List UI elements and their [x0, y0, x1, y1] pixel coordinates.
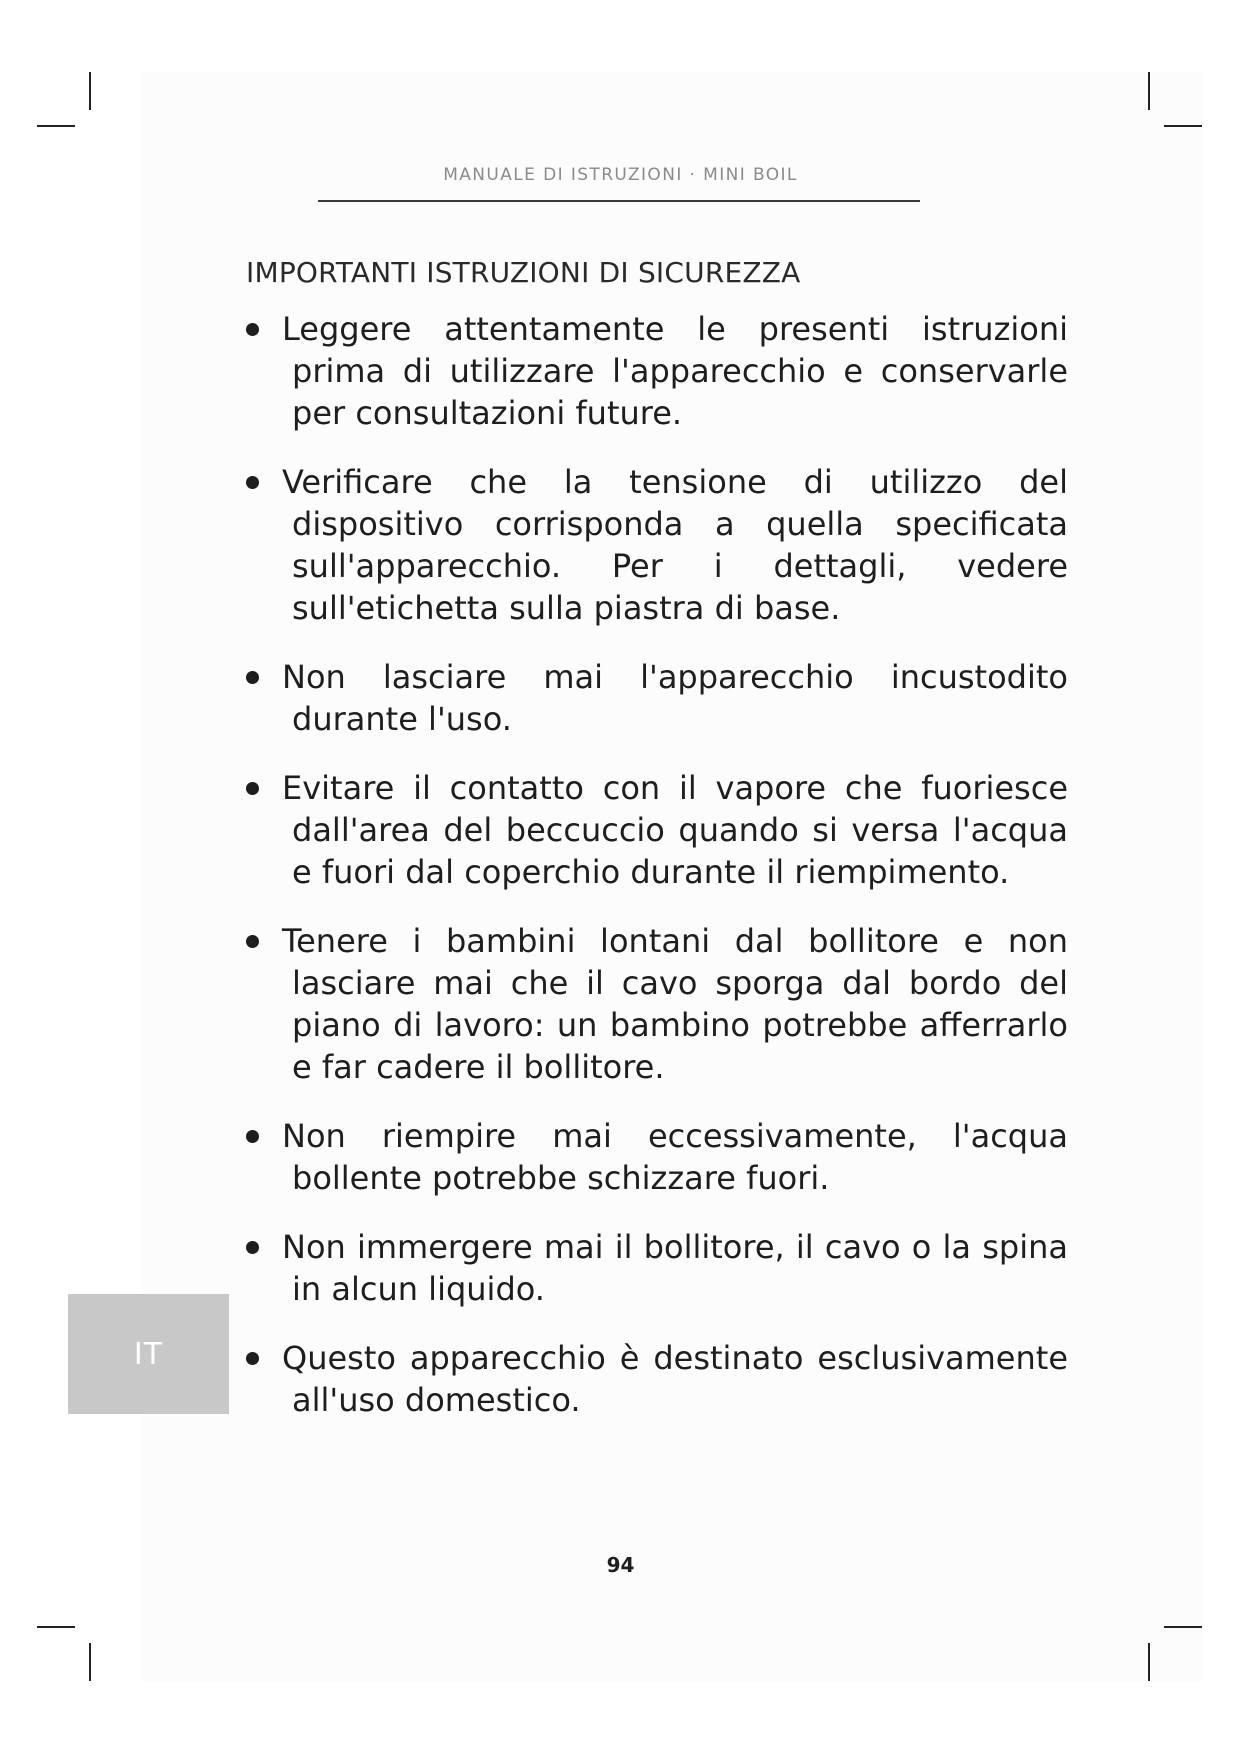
bullet-icon [246, 935, 259, 948]
crop-mark-top-left-horizontal [37, 125, 75, 127]
list-item-text: Questo apparecchio è destinato esclusivamente all'uso domestico. [282, 1339, 1068, 1419]
language-tab-label: IT [133, 1336, 164, 1372]
section-title: IMPORTANTI ISTRUZIONI DI SICUREZZA [246, 256, 801, 289]
bullet-icon [246, 476, 259, 489]
bullet-icon [246, 782, 259, 795]
list-item [246, 920, 1068, 1088]
bullet-icon [246, 1352, 259, 1365]
bullet-icon [246, 1241, 259, 1254]
list-item [246, 1337, 1068, 1421]
list-item [246, 767, 1068, 893]
list-item [246, 1115, 1068, 1199]
header-rule [318, 200, 920, 202]
crop-mark-top-right-vertical [1148, 72, 1150, 110]
bullet-icon [246, 1130, 259, 1143]
bullet-icon [246, 323, 259, 336]
list-item-text: Leggere attentamente le presenti istruzioni prima di utilizzare l'apparecchio e conservarle per consultazioni future. [282, 310, 1068, 432]
page-number: 94 [606, 1553, 635, 1577]
bullet-icon [246, 671, 259, 684]
running-header: MANUALE DI ISTRUZIONI · MINI BOIL [443, 165, 798, 185]
list-item [246, 656, 1068, 740]
list-item-text: Verificare che la tensione di utilizzo del dispositivo corrisponda a quella specificata sull'apparecchio. Per i dettagli, vedere sull'etichetta sulla piastra di base. [282, 463, 1068, 627]
list-item-text: Non riempire mai eccessivamente, l'acqua bollente potrebbe schizzare fuori. [282, 1117, 1068, 1197]
list-item-text: Non lasciare mai l'apparecchio incustodito durante l'uso. [282, 658, 1068, 738]
list-item-text: Evitare il contatto con il vapore che fuoriesce dall'area del beccuccio quando si versa l'acqua e fuori dal coperchio durante il riempimento. [282, 769, 1068, 891]
crop-mark-bottom-right-horizontal [1164, 1626, 1202, 1628]
list-item-text: Non immergere mai il bollitore, il cavo o la spina in alcun liquido. [282, 1228, 1068, 1308]
crop-mark-bottom-right-vertical [1148, 1643, 1150, 1681]
list-item [246, 308, 1068, 434]
crop-mark-bottom-left-horizontal [37, 1626, 75, 1628]
crop-mark-top-left-vertical [89, 72, 91, 110]
language-tab [68, 1294, 229, 1414]
list-item [246, 461, 1068, 629]
list-item-text: Tenere i bambini lontani dal bollitore e non lasciare mai che il cavo sporga dal bordo del piano di lavoro: un bambino potrebbe afferrarlo e far cadere il bollitore. [282, 922, 1068, 1086]
list-item [246, 1226, 1068, 1310]
crop-mark-top-right-horizontal [1164, 125, 1202, 127]
safety-instructions-list [246, 308, 1068, 1448]
crop-mark-bottom-left-vertical [89, 1643, 91, 1681]
